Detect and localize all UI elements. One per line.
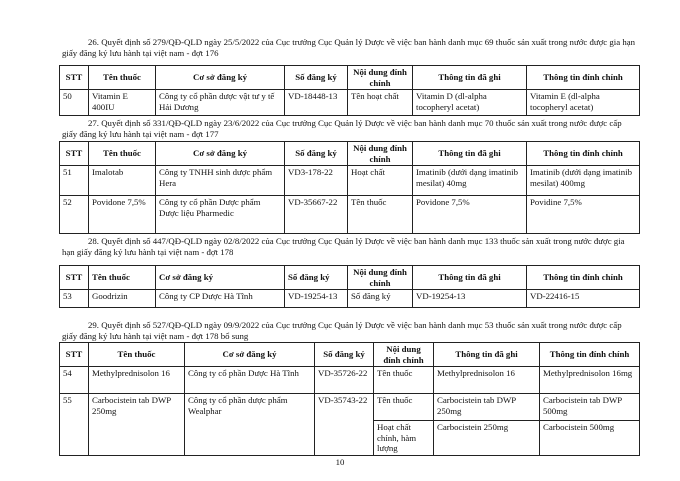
cell-noi-dung: Tên thuốc <box>374 367 434 394</box>
col-co-so: Cơ sở đăng ký <box>185 343 315 367</box>
cell-da-ghi: Carbocistein 250mg <box>434 421 540 456</box>
cell-dinh-chinh: VD-22416-15 <box>527 290 640 308</box>
col-noi-dung: Nội dung đính chính <box>348 142 413 166</box>
cell-da-ghi: Imatinib (dưới dạng imatinib mesilat) 40mg <box>413 166 527 196</box>
page-number: 10 <box>335 457 345 467</box>
cell-noi-dung: Tên hoạt chất <box>348 90 413 116</box>
table-row <box>60 367 640 394</box>
section-28-table <box>59 265 640 308</box>
cell-noi-dung: Tên thuốc <box>374 394 434 421</box>
col-noi-dung: Nội dung đính chính <box>348 266 413 290</box>
cell-so-dk: VD-35726-22 <box>315 367 374 394</box>
cell-noi-dung: Số đăng ký <box>348 290 413 308</box>
table-row <box>60 166 640 196</box>
cell-stt: 52 <box>60 196 89 234</box>
cell-so-dk: VD-19254-13 <box>285 290 348 308</box>
section-29-heading: 29. Quyết định số 527/QĐ-QLD ngày 09/9/2022 của Cục trưởng Cục Quản lý Dược về việc ban hành danh mục 53 thuốc sản xuất trong nước được cấp giấy đăng ký lưu hành tại việt nam - đợt 178 bổ sung <box>62 320 622 341</box>
col-da-ghi: Thông tin đã ghi <box>413 142 527 166</box>
col-co-so: Cơ sở đăng ký <box>156 142 285 166</box>
cell-da-ghi: Vitamin D (dl-alpha tocopheryl acetat) <box>413 90 527 116</box>
col-da-ghi: Thông tin đã ghi <box>413 66 527 90</box>
col-dinh-chinh: Thông tin đính chính <box>527 66 640 90</box>
cell-stt: 55 <box>60 394 89 456</box>
col-co-so: Cơ sở đăng ký <box>156 66 285 90</box>
cell-noi-dung: Tên thuốc <box>348 196 413 234</box>
cell-so-dk: VD3-178-22 <box>285 166 348 196</box>
cell-stt: 51 <box>60 166 89 196</box>
col-so-dk: Số đăng ký <box>315 343 374 367</box>
cell-noi-dung: Hoạt chất <box>348 166 413 196</box>
col-stt: STT <box>60 142 89 166</box>
table-header-row <box>60 66 640 90</box>
col-da-ghi: Thông tin đã ghi <box>434 343 540 367</box>
cell-co-so: Công ty CP Dược Hà Tĩnh <box>156 290 285 308</box>
cell-so-dk: VD-35667-22 <box>285 196 348 234</box>
cell-stt: 50 <box>60 90 89 116</box>
col-dinh-chinh: Thông tin đính chính <box>527 266 640 290</box>
table-row <box>60 90 640 116</box>
section-27-heading: 27. Quyết định số 331/QĐ-QLD ngày 23/6/2022 của Cục trưởng Cục Quản lý Dược về việc ban hành danh mục 70 thuốc sản xuất trong nước được cấp giấy đăng ký lưu hành tại việt nam - đợt 177 <box>62 118 622 139</box>
col-dinh-chinh: Thông tin đính chính <box>527 142 640 166</box>
section-26-table <box>59 65 640 116</box>
cell-ten-thuoc: Carbocistein tab DWP 250mg <box>89 394 185 456</box>
cell-da-ghi: Carbocistein tab DWP 250mg <box>434 394 540 421</box>
cell-co-so: Công ty cổ phần Dược Hà Tĩnh <box>185 367 315 394</box>
cell-co-so: Công ty TNHH sinh dược phẩm Hera <box>156 166 285 196</box>
cell-dinh-chinh: Povidine 7,5% <box>527 196 640 234</box>
col-noi-dung: Nội dung đính chính <box>374 343 434 367</box>
cell-ten-thuoc: Methylprednisolon 16 <box>89 367 185 394</box>
col-da-ghi: Thông tin đã ghi <box>413 266 527 290</box>
table-row <box>60 394 640 421</box>
cell-noi-dung: Hoạt chất chính, hàm lượng <box>374 421 434 456</box>
section-26-heading: 26. Quyết định số 279/QĐ-QLD ngày 25/5/2022 của Cục trưởng Cục Quản lý Dược về việc ban hành danh mục 69 thuốc sản xuất trong nước được gia hạn giấy đăng ký lưu hành tại việt nam - đợt 176 <box>62 37 636 58</box>
col-ten-thuoc: Tên thuốc <box>89 343 185 367</box>
col-stt: STT <box>60 343 89 367</box>
cell-co-so: Công ty cổ phần Dược phẩm Dược liệu Pharmedic <box>156 196 285 234</box>
cell-da-ghi: Methylprednisolon 16 <box>434 367 540 394</box>
cell-stt: 54 <box>60 367 89 394</box>
col-ten-thuoc: Tên thuốc <box>89 66 156 90</box>
cell-dinh-chinh: Vitamin E (dl-alpha tocopheryl acetat) <box>527 90 640 116</box>
cell-ten-thuoc: Povidone 7,5% <box>89 196 156 234</box>
table-header-row <box>60 266 640 290</box>
section-27-table <box>59 141 640 234</box>
col-ten-thuoc: Tên thuốc <box>89 142 156 166</box>
cell-dinh-chinh: Carbocistein tab DWP 500mg <box>540 394 640 421</box>
col-so-dk: Số đăng ký <box>285 142 348 166</box>
cell-dinh-chinh: Methylprednisolon 16mg <box>540 367 640 394</box>
cell-co-so: Công ty cổ phần dược phẩm Wealphar <box>185 394 315 456</box>
col-noi-dung: Nội dung đính chính <box>348 66 413 90</box>
section-29-table <box>59 342 640 456</box>
table-header-row <box>60 142 640 166</box>
cell-dinh-chinh: Carbocistein 500mg <box>540 421 640 456</box>
cell-so-dk: VD-35743-22 <box>315 394 374 456</box>
cell-da-ghi: Povidone 7,5% <box>413 196 527 234</box>
table-row <box>60 196 640 234</box>
cell-ten-thuoc: Vitamin E 400IU <box>89 90 156 116</box>
col-so-dk: Số đăng ký <box>285 266 348 290</box>
col-dinh-chinh: Thông tin đính chính <box>540 343 640 367</box>
cell-so-dk: VD-18448-13 <box>285 90 348 116</box>
section-28-heading: 28. Quyết định số 447/QĐ-QLD ngày 02/8/2022 của Cục trưởng Cục Quản lý Dược về việc ban hành danh mục 133 thuốc sản xuất trong nước được gia hạn giấy đăng ký lưu hành tại việt nam - đợt 178 <box>62 236 625 257</box>
col-stt: STT <box>60 266 89 290</box>
table-row <box>60 290 640 308</box>
table-header-row <box>60 343 640 367</box>
col-ten-thuoc: Tên thuốc <box>89 266 156 290</box>
cell-da-ghi: VD-19254-13 <box>413 290 527 308</box>
col-so-dk: Số đăng ký <box>285 66 348 90</box>
cell-stt: 53 <box>60 290 89 308</box>
cell-ten-thuoc: Imalotab <box>89 166 156 196</box>
col-co-so: Cơ sở đăng ký <box>156 266 285 290</box>
cell-dinh-chinh: Imatinib (dưới dạng imatinib mesilat) 400mg <box>527 166 640 196</box>
cell-co-so: Công ty cổ phần dược vật tư y tế Hải Dương <box>156 90 285 116</box>
cell-ten-thuoc: Goodrizin <box>89 290 156 308</box>
col-stt: STT <box>60 66 89 90</box>
